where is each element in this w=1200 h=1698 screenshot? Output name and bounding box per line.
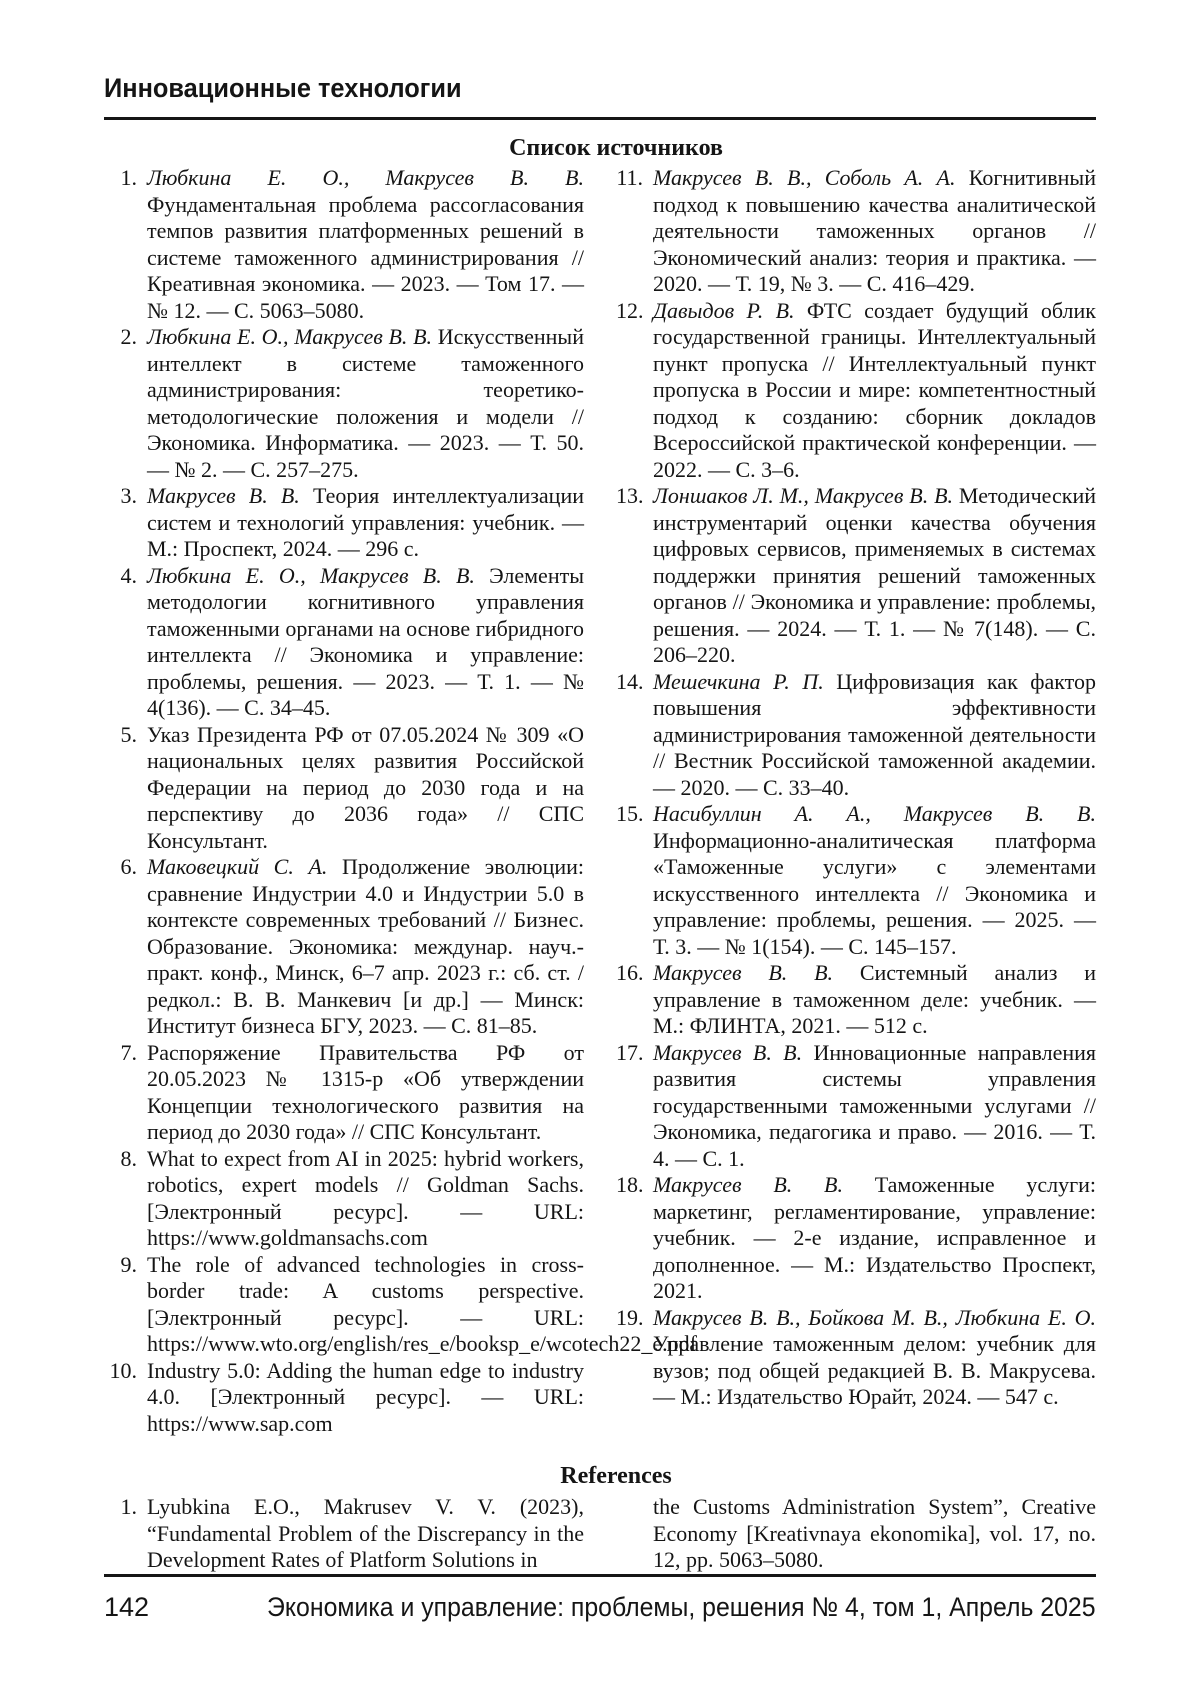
sources-column-right [616, 165, 1096, 1437]
reference-text: Информационно-аналитическая платформа «Таможенные услуги» с элементами искусственного интеллекта // Экономика и управление: проблемы, решения. — 2025. — Т. 3. — № 1(154). — С. 145–157. [653, 827, 1096, 959]
reference-item-16 [616, 960, 1096, 1040]
reference-authors: Насибуллин А. А., Макрусев В. В. [653, 801, 1096, 826]
reference-text: Цифровизация как фактор повышения эффективности администрирования таможенной деятельности // Вестник Российской таможенной академии. — 2020. — С. 33–40. [653, 668, 1097, 800]
reference-item-2 [104, 324, 584, 483]
section-kicker: Инновационные технологии [104, 73, 462, 103]
reference-item-3 [104, 483, 584, 563]
reference-text: Когнитивный подход к повышению качества аналитической деятельности таможенных органов // Экономический анализ: теория и практика. — 2020. — Т. 19, № 3. — С. 416–429. [653, 165, 1096, 296]
reference-number: 12. [616, 297, 644, 323]
reference-authors: Любкина Е. О., Макрусев В. В. [147, 562, 490, 588]
reference-number: 7. [120, 1039, 137, 1065]
reference-number: 16. [616, 960, 644, 985]
reference-item-8 [104, 1146, 584, 1252]
reference-number: 15. [616, 801, 644, 826]
reference-item-12 [616, 298, 1096, 484]
reference-item-7 [104, 1040, 584, 1146]
reference-text: Теория интеллектуализации систем и технологий управления: учебник. — М.: Проспект, 2024. — 296 с. [147, 483, 585, 561]
reference-item-15 [616, 801, 1096, 960]
reference-item-5 [104, 722, 584, 855]
page-number: 142 [104, 1592, 150, 1622]
reference-number: 1. [120, 165, 137, 190]
reference-item-1 [104, 165, 584, 324]
page [104, 0, 1096, 1698]
reference-authors: Мешечкина Р. П. [653, 668, 837, 694]
reference-authors: Любкина Е. О., Макрусев В. В. [147, 324, 438, 349]
reference-number: 18. [616, 1172, 644, 1197]
reference-number: 3. [120, 483, 137, 508]
reference-item-4 [104, 563, 584, 722]
reference-authors: Давыдов Р. В. [653, 297, 807, 323]
reference-item-10 [104, 1358, 584, 1438]
reference-authors: Макрусев В. В. [653, 1172, 875, 1197]
reference-number: 19. [616, 1304, 644, 1330]
reference-authors: Маковецкий С. А. [147, 854, 343, 879]
reference-en-continuation: the Customs Administration System”, Creative Economy [Kreativnaya ekonomika], vol. 17, no. 12, pp. 5063–5080. [653, 1494, 1096, 1572]
reference-authors: Любкина Е. О., Макрусев В. В. [147, 165, 584, 190]
reference-authors: Макрусев В. В., Бойкова М. В., Любкина Е. О. [653, 1304, 1096, 1330]
reference-item-18 [616, 1172, 1096, 1305]
reference-number: 5. [120, 721, 137, 747]
reference-text: Элементы методологии когнитивного управления таможенными органами на основе гибридного интеллекта // Экономика и управление: проблемы, решения. — 2023. — Т. 1. — № 4(136). — С. 34–45. [147, 562, 584, 720]
page-footer [104, 1574, 1096, 1622]
sources-columns [104, 165, 1096, 1437]
reference-en-item-1 [104, 1494, 584, 1574]
sources-heading: Список источников [509, 135, 723, 161]
reference-text: Lyubkina E.O., Makrusev V. V. (2023), “Fundamental Problem of the Discrepancy in the Development Rates of Platform Solutions in [147, 1494, 584, 1572]
reference-text: Таможенные услуги: маркетинг, регламентирование, управление: учебник. — 2-е издание, исправленное и дополненное. — М.: Издательство Проспект, 2021. [653, 1172, 1097, 1303]
reference-number: 6. [120, 854, 137, 879]
reference-text: Инновационные направления развития системы управления государственными таможенными услугами // Экономика, педагогика и право. — 2016. — Т. 4. — С. 1. [653, 1039, 1096, 1171]
references-en-columns [104, 1494, 1096, 1574]
reference-number: 9. [120, 1251, 137, 1277]
reference-authors: Макрусев В. В. [147, 483, 313, 508]
reference-text: Методический инструментарий оценки качества обучения цифровых сервисов, применяемых в системах поддержки принятия решений таможенных органов // Экономика и управление: проблемы, решения. — 2024. — Т. 1. — № 7(148). — С. 206–220. [653, 483, 1096, 667]
references-heading: References [560, 1463, 672, 1489]
reference-number: 11. [616, 165, 643, 190]
reference-authors: Лоншаков Л. М., Макрусев В. В. [653, 483, 959, 508]
header-rule [104, 117, 1096, 120]
reference-number: 4. [120, 562, 137, 588]
reference-number: 8. [120, 1145, 137, 1171]
references-en-column-left [104, 1494, 584, 1574]
reference-text: What to expect from AI in 2025: hybrid workers, robotics, expert models // Goldman Sachs. [Электронный ресурс]. — URL: https://www.goldmansachs.com [147, 1145, 584, 1250]
footer-rule [104, 1574, 1096, 1577]
reference-item-14 [616, 669, 1096, 802]
reference-item-19 [616, 1305, 1096, 1411]
reference-text: Указ Президента РФ от 07.05.2024 № 309 «О национальных целях развития Российской Федерации на период до 2030 года и на перспективу до 2036 года» // СПС Консультант. [147, 721, 584, 853]
references-en-column-right [616, 1494, 1096, 1574]
reference-item-17 [616, 1040, 1096, 1173]
reference-number: 14. [616, 668, 644, 694]
reference-item-13 [616, 483, 1096, 669]
reference-text: Управление таможенным делом: учебник для вузов; под общей редакцией В. В. Макрусева. — М.: Издательство Юрайт, 2024. — 547 с. [653, 1331, 1096, 1409]
reference-number: 10. [109, 1357, 137, 1383]
reference-text: Распоряжение Правительства РФ от 20.05.2023 № 1315-р «Об утверждении Концепции технологического развития на период до 2030 года» // СПС Консультант. [147, 1039, 584, 1144]
reference-item-11 [616, 165, 1096, 298]
reference-number: 17. [616, 1039, 644, 1065]
reference-authors: Макрусев В. В., Соболь А. А. [653, 165, 969, 190]
reference-authors: Макрусев В. В. [653, 960, 860, 985]
reference-item-6 [104, 854, 584, 1040]
reference-number: 1. [120, 1494, 137, 1519]
reference-text: ФТС создает будущий облик государственной границы. Интеллектуальный пункт пропуска // Интеллектуальный пункт пропуска в России и мире: компетентностный подход к созданию: сборник докладов Всероссийской практической конференции. — 2022. — С. 3–6. [653, 297, 1096, 482]
reference-text: Искусственный интеллект в системе таможенного администрирования: теоретико-методологические положения и модели // Экономика. Информатика. — 2023. — Т. 50. — № 2. — С. 257–275. [147, 324, 584, 482]
reference-text: The role of advanced technologies in cross-border trade: A customs perspective. [Электронный ресурс]. — URL: https://www.wto.org/english/res_e/booksp_e/wcotech22_e.pdf [147, 1251, 697, 1356]
reference-text: Системный анализ и управление в таможенном деле: учебник. — М.: ФЛИНТА, 2021. — 512 с. [653, 960, 1096, 1038]
journal-title-line: Экономика и управление: проблемы, решения № 4, том 1, Апрель 2025 [267, 1592, 1096, 1622]
reference-text: Industry 5.0: Adding the human edge to industry 4.0. [Электронный ресурс]. — URL: https://www.sap.com [147, 1357, 584, 1436]
reference-text: Фундаментальная проблема рассогласования темпов развития платформенных решений в системе таможенного администрирования // Креативная экономика. — 2023. — Том 17. — № 12. — С. 5063–5080. [147, 191, 584, 323]
reference-authors: Макрусев В. В. [653, 1039, 814, 1065]
footer-row [104, 1592, 1096, 1622]
reference-number: 13. [616, 483, 644, 508]
reference-text: Продолжение эволюции: сравнение Индустрии 4.0 и Индустрии 5.0 в контексте современных требований // Бизнес. Образование. Экономика: междунар. науч.-практ. конф., Минск, 6–7 апр. 2023 г.: сб. ст. / редкол.: В. В. Манкевич [и др.] — Минск: Институт бизнеса БГУ, 2023. — С. 81–85. [147, 854, 585, 1038]
reference-number: 2. [120, 324, 137, 349]
